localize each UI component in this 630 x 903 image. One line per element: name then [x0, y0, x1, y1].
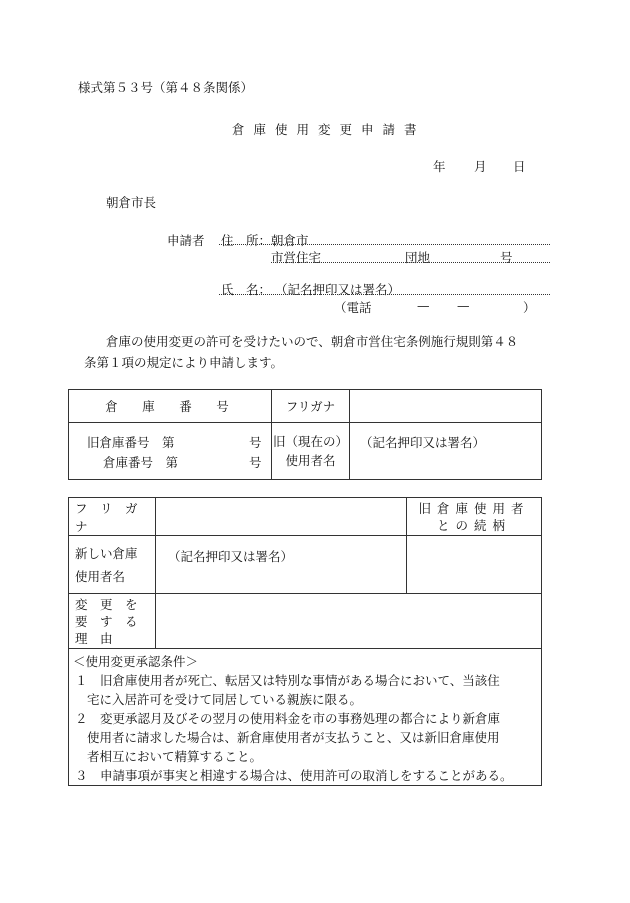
- housing-label: 市営住宅: [271, 250, 322, 265]
- relation-input-cell[interactable]: [407, 536, 542, 594]
- housing-line[interactable]: [271, 262, 550, 263]
- relation-label-1: 旧倉庫使用者: [418, 500, 530, 516]
- warehouse-no-header-cell: [69, 390, 272, 423]
- old-user-seal-note: （記名押印又は署名）: [360, 435, 486, 450]
- old-user-label-1: 旧（現在の）: [272, 434, 348, 449]
- furigana-input-cell[interactable]: [350, 390, 542, 423]
- reason-label-2: 要 す る: [75, 613, 138, 629]
- condition-2-line-3: 者相互において精算すること。: [87, 749, 263, 764]
- new-warehouse-go: 号: [249, 455, 262, 470]
- warehouse-no-header: 倉 庫 番 号: [105, 399, 235, 414]
- new-user-seal-note: （記名押印又は署名）: [168, 549, 294, 564]
- furigana-input-cell-2[interactable]: [156, 498, 407, 536]
- danchi-label: 団地: [405, 250, 431, 265]
- tel-label: （電話: [334, 300, 372, 315]
- old-user-label-2: 使用者名: [285, 453, 336, 468]
- warehouse-table: [68, 389, 542, 480]
- name-line[interactable]: [219, 294, 550, 295]
- old-user-label-cell: [272, 423, 350, 480]
- tel-dash-1: —: [417, 298, 430, 313]
- new-user-label-1: 新しい倉庫: [75, 545, 138, 561]
- body-text-line-2: 条第１項の規定により申請します。: [84, 355, 284, 370]
- condition-2-line-1: ２ 変更承認月及びその翌月の使用料金を市の事務処理の都合により新倉庫: [75, 711, 501, 726]
- addressee: 朝倉市長: [106, 195, 157, 210]
- new-user-label-2: 使用者名: [75, 568, 126, 584]
- furigana-label: フリガナ: [285, 399, 336, 414]
- old-warehouse-go: 号: [249, 435, 262, 450]
- furigana-label-cell-2: [69, 498, 156, 536]
- conditions-cell: [69, 649, 542, 786]
- furigana-label-cell: [272, 390, 350, 423]
- date-year-label: 年: [433, 159, 446, 174]
- new-user-input-cell[interactable]: [156, 536, 407, 594]
- new-user-table: [68, 497, 542, 786]
- conditions-title: ＜使用変更承認条件＞: [73, 654, 199, 669]
- relation-label-2: との続柄: [436, 517, 511, 533]
- body-text-line-1: 倉庫の使用変更の許可を受けたいので、朝倉市営住宅条例施行規則第４８: [106, 334, 519, 349]
- condition-1-line-2: 宅に入居許可を受けて同居している親族に限る。: [87, 692, 363, 707]
- address-line[interactable]: [219, 244, 550, 245]
- applicant-label: 申請者: [167, 233, 205, 248]
- date-month-label: 月: [474, 159, 487, 174]
- document-title: 倉庫使用変更申請書: [232, 122, 426, 137]
- new-user-label-cell: [69, 536, 156, 594]
- furigana-label-2: フ リ ガ ナ: [75, 500, 151, 534]
- condition-3: ３ 申請事項が事実と相違する場合は、使用許可の取消しをすることがある。: [75, 768, 513, 783]
- warehouse-no-cell[interactable]: [69, 423, 272, 480]
- date-day-label: 日: [513, 159, 526, 174]
- reason-label-3: 理 由: [75, 630, 113, 646]
- form-number: 様式第５３号（第４８条関係）: [78, 80, 254, 95]
- tel-dash-2: —: [457, 298, 470, 313]
- name-label: 氏 名：: [221, 282, 272, 297]
- condition-2-line-2: 使用者に請求した場合は、新倉庫使用者が支払うこと、又は新旧倉庫使用: [87, 730, 500, 745]
- name-seal-note: （記名押印又は署名）: [275, 282, 401, 297]
- reason-input-cell[interactable]: [156, 594, 542, 649]
- condition-1-line-1: １ 旧倉庫使用者が死亡、転居又は特別な事情がある場合において、当該住: [75, 673, 500, 688]
- new-warehouse-no-label: 倉庫番号 第: [103, 455, 179, 470]
- address-city: 朝倉市: [271, 233, 309, 248]
- reason-label-1: 変 更 を: [75, 596, 138, 612]
- tel-close: ）: [523, 300, 536, 315]
- old-warehouse-no-label: 旧倉庫番号 第: [87, 435, 175, 450]
- reason-label-cell: [69, 594, 156, 649]
- old-user-input-cell[interactable]: [350, 423, 542, 480]
- address-label: 住 所：: [221, 233, 272, 248]
- go-label: 号: [500, 250, 513, 265]
- relation-label-cell: [407, 498, 542, 536]
